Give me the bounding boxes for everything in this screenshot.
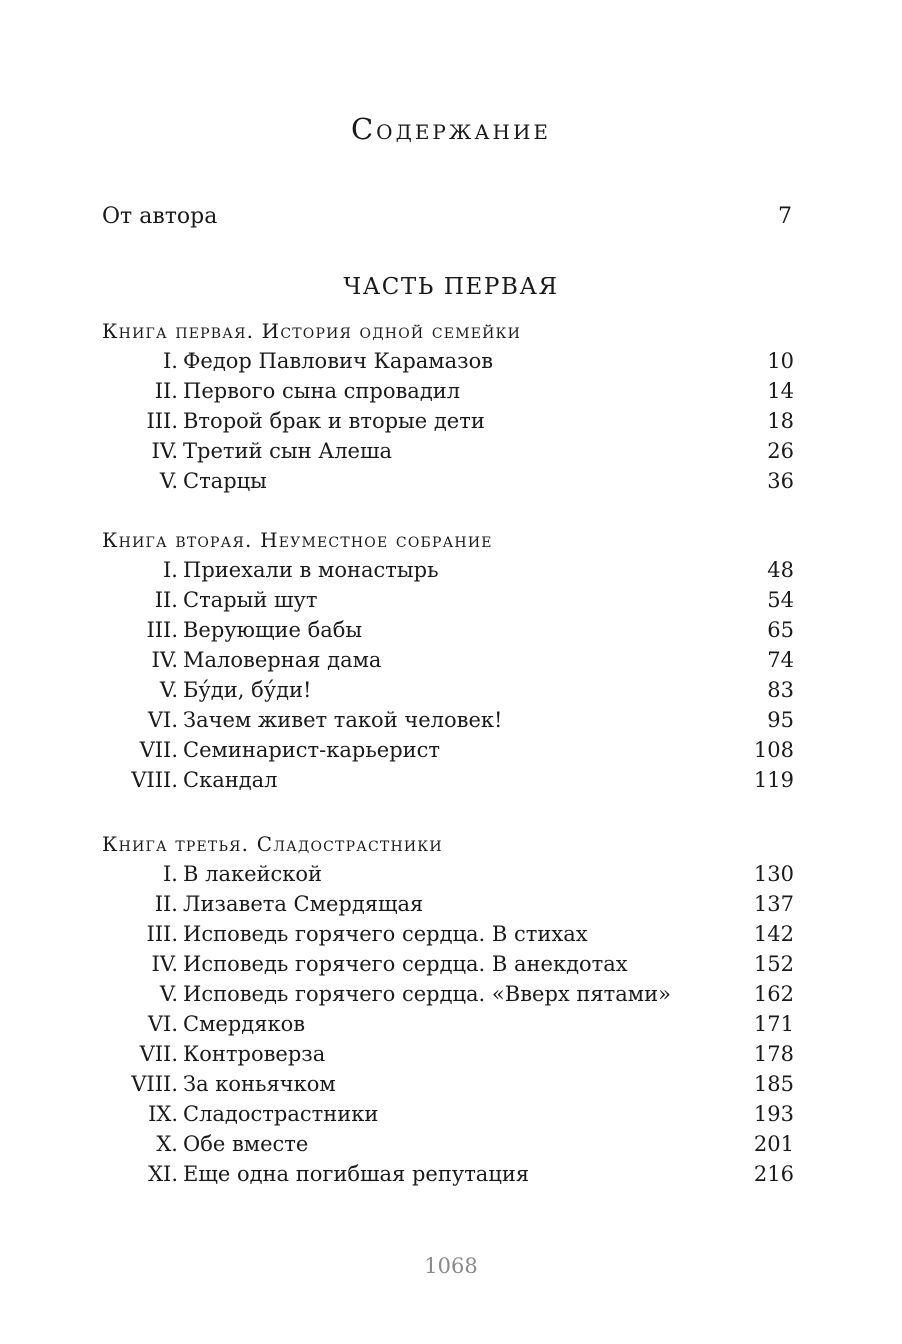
page-title: Содержание	[350, 112, 551, 146]
chapter-title: Федор Павлович Карамазов	[183, 349, 494, 373]
chapter-row	[102, 979, 802, 1009]
chapter-number: IV.	[151, 439, 178, 463]
chapter-row	[102, 436, 802, 466]
chapter-row	[102, 555, 802, 585]
chapter-number: VII.	[139, 1042, 178, 1066]
chapter-title: В лакейской	[183, 862, 323, 886]
chapter-number: V.	[159, 982, 178, 1006]
chapter-title: Приехали в монастырь	[183, 558, 439, 582]
chapter-row	[102, 346, 802, 376]
chapter-title: Исповедь горячего сердца. В анекдотах	[183, 952, 628, 976]
chapter-row	[102, 1009, 802, 1039]
chapter-title: Бу́ди, бу́ди!	[183, 678, 312, 702]
chapter-row	[102, 1099, 802, 1129]
chapter-page: 83	[767, 678, 794, 702]
page-number: 1068	[424, 1254, 478, 1278]
book-title: Книга вторая. Неуместное собрание	[102, 528, 493, 552]
chapter-row	[102, 406, 802, 436]
chapter-row	[102, 466, 802, 496]
chapter-page: 36	[767, 469, 794, 493]
chapter-page: 108	[753, 738, 794, 762]
chapter-title: Обе вместе	[183, 1132, 309, 1156]
chapter-number: VI.	[147, 1012, 178, 1036]
chapter-row	[102, 919, 802, 949]
chapter-row	[102, 1069, 802, 1099]
author-entry-page: 7	[778, 204, 792, 229]
chapter-title: Лизавета Смердящая	[183, 892, 424, 916]
chapter-title: Семинарист-карьерист	[183, 738, 441, 762]
book-title: Книга третья. Сладострастники	[102, 832, 443, 856]
chapter-number: VIII.	[131, 1072, 178, 1096]
part-heading: ЧАСТЬ ПЕРВАЯ	[343, 274, 559, 300]
author-entry	[102, 202, 792, 232]
chapter-page: 201	[753, 1132, 794, 1156]
chapter-row	[102, 859, 802, 889]
chapter-page: 185	[753, 1072, 794, 1096]
chapter-number: I.	[163, 862, 178, 886]
chapter-title: Еще одна погибшая репутация	[183, 1162, 530, 1186]
chapter-page: 10	[767, 349, 794, 373]
chapter-number: IV.	[151, 952, 178, 976]
chapter-number: I.	[163, 558, 178, 582]
chapter-page: 142	[753, 922, 794, 946]
chapter-title: Третий сын Алеша	[183, 439, 393, 463]
chapter-page: 162	[753, 982, 794, 1006]
chapter-row	[102, 1159, 802, 1189]
chapter-number: X.	[156, 1132, 178, 1156]
chapter-number: III.	[146, 618, 178, 642]
chapter-row	[102, 615, 802, 645]
chapter-title: Скандал	[183, 768, 278, 792]
chapter-row	[102, 376, 802, 406]
chapter-row	[102, 645, 802, 675]
chapter-title: Первого сына спровадил	[183, 379, 461, 403]
chapter-number: V.	[159, 469, 178, 493]
chapter-title: Второй брак и вторые дети	[183, 409, 485, 433]
chapter-page: 65	[767, 618, 794, 642]
chapter-row	[102, 765, 802, 795]
chapter-title: Исповедь горячего сердца. «Вверх пятами»	[183, 982, 671, 1006]
chapter-row	[102, 1039, 802, 1069]
chapter-title: Сладострастники	[183, 1102, 379, 1126]
chapter-number: XI.	[148, 1162, 178, 1186]
chapter-title: Старцы	[183, 469, 267, 493]
chapter-page: 48	[767, 558, 794, 582]
chapter-row	[102, 889, 802, 919]
chapter-number: VI.	[147, 708, 178, 732]
chapter-page: 178	[753, 1042, 794, 1066]
chapter-title: Смердяков	[183, 1012, 306, 1036]
chapter-number: II.	[154, 379, 178, 403]
chapter-number: VIII.	[131, 768, 178, 792]
chapter-number: VII.	[139, 738, 178, 762]
chapter-page: 74	[767, 648, 794, 672]
chapter-number: II.	[154, 892, 178, 916]
book-section	[102, 316, 802, 496]
chapter-number: III.	[146, 409, 178, 433]
chapter-title: Маловерная дама	[183, 648, 382, 672]
chapter-number: IV.	[151, 648, 178, 672]
chapter-title: Верующие бабы	[183, 618, 363, 642]
chapter-number: I.	[163, 349, 178, 373]
chapter-page: 18	[767, 409, 794, 433]
chapter-title: Исповедь горячего сердца. В стихах	[183, 922, 588, 946]
chapter-row	[102, 675, 802, 705]
chapter-page: 119	[753, 768, 794, 792]
book-title: Книга первая. История одной семейки	[102, 319, 521, 343]
book-section	[102, 525, 802, 795]
author-entry-label: От автора	[102, 204, 218, 229]
chapter-row	[102, 1129, 802, 1159]
chapter-title: Старый шут	[183, 588, 318, 612]
chapter-title: Контроверза	[183, 1042, 326, 1066]
chapter-number: V.	[159, 678, 178, 702]
chapter-page: 26	[767, 439, 794, 463]
chapter-page: 152	[753, 952, 794, 976]
chapter-title: За коньячком	[183, 1072, 336, 1096]
chapter-number: III.	[146, 922, 178, 946]
chapter-page: 193	[753, 1102, 794, 1126]
chapter-page: 14	[767, 379, 794, 403]
chapter-number: II.	[154, 588, 178, 612]
chapter-title: Зачем живет такой человек!	[183, 708, 503, 732]
chapter-row	[102, 585, 802, 615]
book-section	[102, 829, 802, 1189]
chapter-page: 171	[753, 1012, 794, 1036]
chapter-row	[102, 705, 802, 735]
chapter-row	[102, 735, 802, 765]
chapter-page: 137	[753, 892, 794, 916]
chapter-row	[102, 949, 802, 979]
chapter-page: 54	[767, 588, 794, 612]
chapter-number: IX.	[148, 1102, 178, 1126]
chapter-page: 95	[767, 708, 794, 732]
chapter-page: 216	[753, 1162, 794, 1186]
chapter-page: 130	[753, 862, 794, 886]
